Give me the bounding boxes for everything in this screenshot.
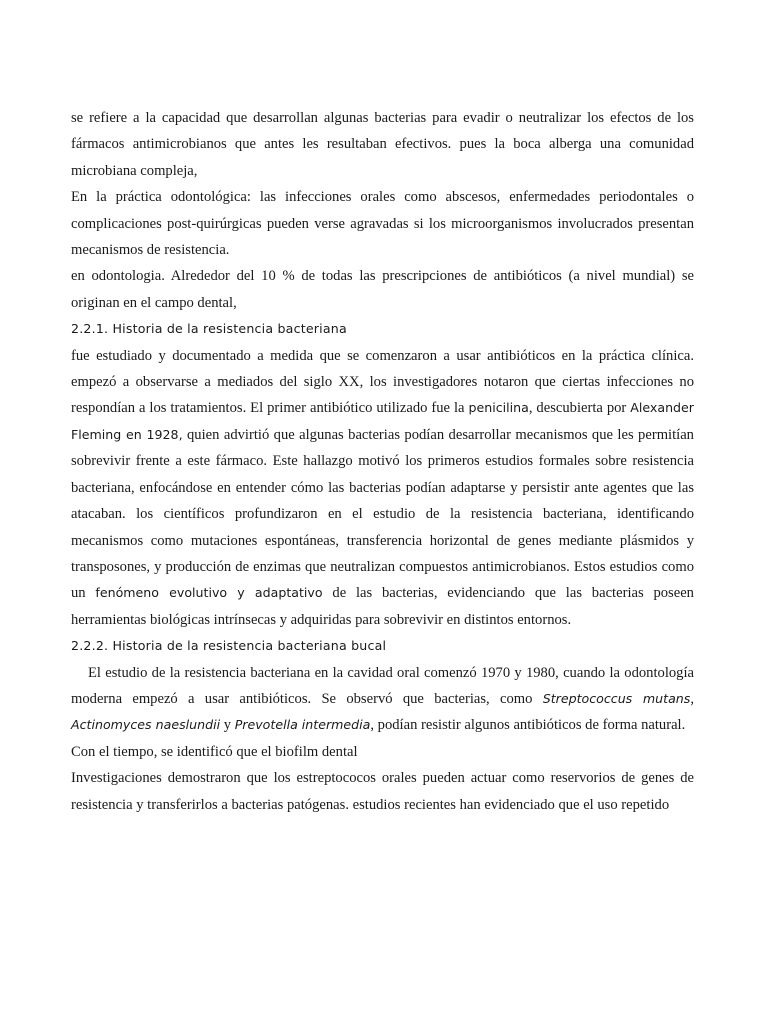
- intro-paragraph-2: En la práctica odontológica: las infecciones orales como abscesos, enfermedades periodontales o complicaciones post-quirúrgicas pueden verse agravadas si los microorganismos involucrados presentan mecanismos de resistencia.: [71, 189, 694, 259]
- fenomeno-term: fenómeno evolutivo y adaptativo: [95, 585, 323, 601]
- document-page: [71, 105, 694, 818]
- section-2-text-d: , podían resistir algunos antibióticos de forma natural.: [370, 717, 686, 734]
- species-prevotella: Prevotella intermedia: [234, 717, 371, 733]
- section-2-text-a: El estudio de la resistencia bacteriana en la cavidad oral comenzó 1970 y 1980, cuando la odontología moderna empezó a usar antibióticos. Se observó que bacterias, como: [71, 664, 694, 707]
- intro-paragraph-3: en odontologia. Alrededor del 10 % de todas las prescripciones de antibióticos (a nivel mundial) se originan en el campo dental,: [71, 268, 694, 311]
- species-actinomyces: Actinomyces naeslundii: [71, 717, 221, 733]
- section-1-text-a: fue estudiado y documentado a medida que se comenzaron a usar antibióticos en la práctica clínica. empezó a observarse a mediados del siglo XX, los investigadores notaron que ciertas infecciones no respondían a los tratamientos. El primer antibiótico utilizado fue la: [71, 347, 694, 417]
- intro-paragraph-1: se refiere a la capacidad que desarrollan algunas bacterias para evadir o neutralizar los efectos de los fármacos antimicrobianos que antes les resultaban efectivos. pues la boca alberga una comunidad microbiana compleja,: [71, 110, 694, 179]
- section-1-text-c: quien advirtió que algunas bacterias podían desarrollar mecanismos que les permitían sobrevivir frente a este fármaco. Este hallazgo motivó los primeros estudios formales sobre resistencia bacteriana, enfocándose en entender cómo las bacterias podían adaptarse y persistir ante agentes que las atacaban. los científicos profundizaron en el estudio de la resistencia bacteriana, identificando mecanismos como mutaciones espontáneas, transferencia horizontal de genes mediante plásmidos y transposones, y producción de enzimas que neutralizan compuestos antimicrobianos. Estos estudios como un: [71, 426, 694, 602]
- section-2-paragraph-1: [71, 660, 694, 739]
- section-1-text-d: de las bacterias, evidenciando que las bacterias poseen herramientas biológicas intrínsecas y adquiridas para sobrevivir en distintos entornos.: [71, 585, 694, 628]
- section-heading-2-2-2: 2.2.2. Historia de la resistencia bacteriana bucal: [71, 638, 387, 654]
- section-heading-2-2-1: 2.2.1. Historia de la resistencia bacteriana: [71, 321, 347, 337]
- section-2-paragraph-3: Investigaciones demostraron que los estreptococos orales pueden actuar como reservorios de genes de resistencia y transferirlos a bacterias patógenas. estudios recientes han evidenciado que el uso repetido: [71, 770, 694, 813]
- section-2-text-b: ,: [690, 690, 694, 707]
- fleming-reference: Alexander Fleming en 1928,: [71, 400, 694, 442]
- section-1-paragraph: [71, 343, 694, 633]
- section-2-paragraph-2: Con el tiempo, se identificó que el biofilm dental: [71, 743, 358, 760]
- section-2-text-c: y: [223, 717, 232, 734]
- section-1-text-b: , descubierta por: [528, 400, 627, 417]
- penicilina-term: penicilina: [468, 400, 529, 416]
- species-streptococcus: Streptococcus mutans: [542, 690, 691, 706]
